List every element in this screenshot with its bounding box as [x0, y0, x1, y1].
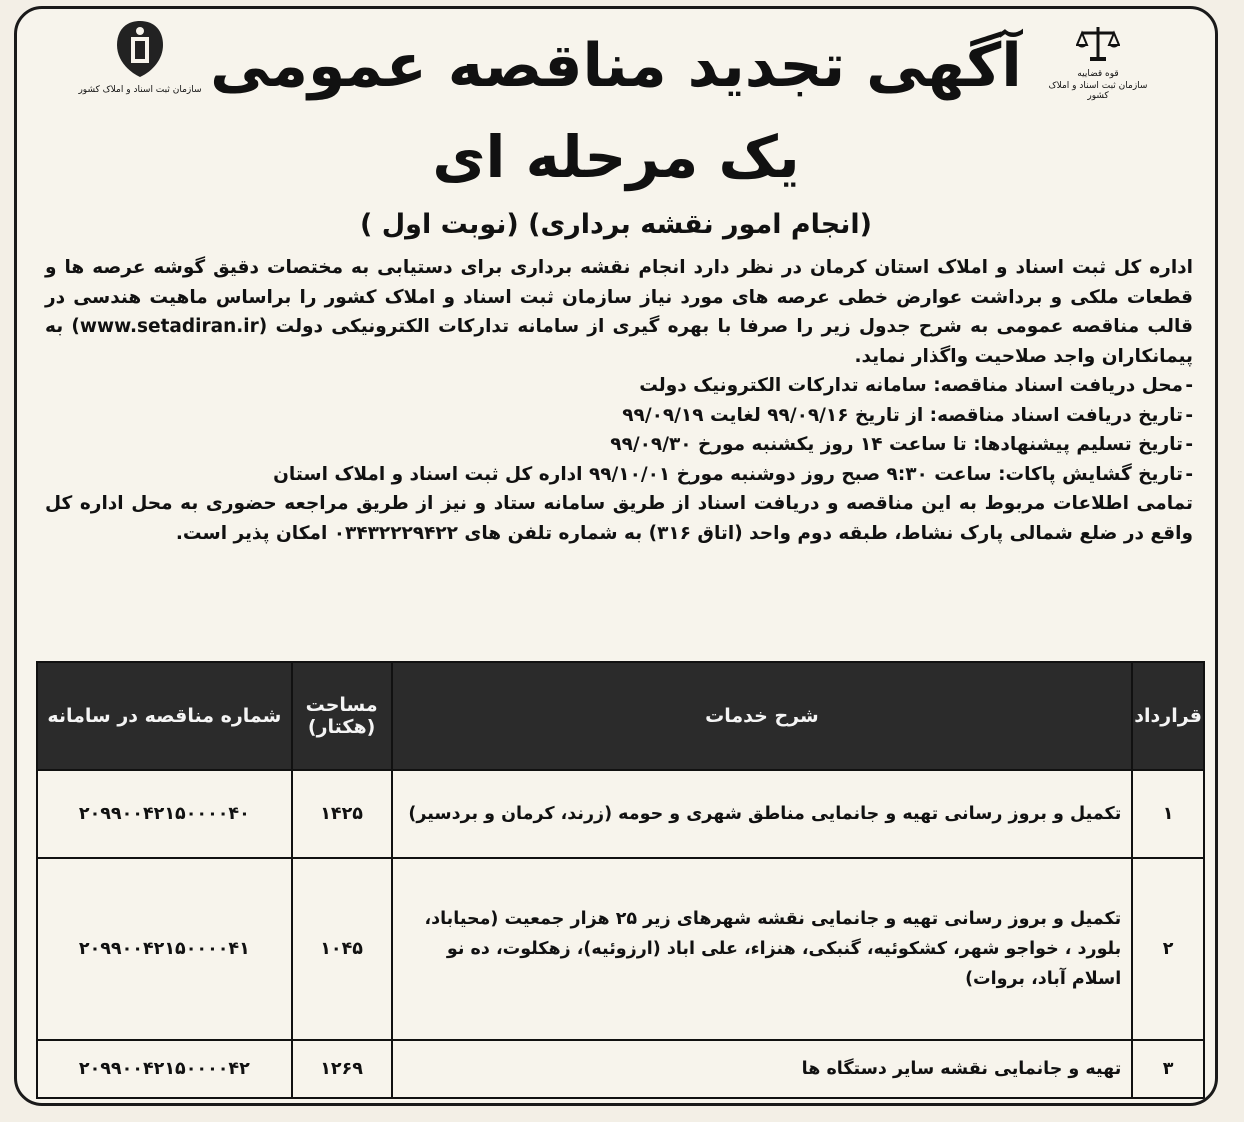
cell-area: ۱۰۴۵ — [292, 858, 392, 1040]
header-tender-number: شماره مناقصه در سامانه — [37, 662, 292, 770]
page-title: آگهی تجدید مناقصه عمومی — [210, 31, 1022, 101]
detail-label: تاریخ گشایش پاکات: — [998, 463, 1183, 485]
detail-item: -تاریخ دریافت اسناد مناقصه: از تاریخ ۹۹/۰۹/۱۶ لغایت ۹۹/۰۹/۱۹ — [622, 404, 1193, 426]
footer-paragraph: تمامی اطلاعات مربوط به این مناقصه و دریافت اسناد از طریق سامانه ستاد و نیز از طریق مراجعه حضوری به محل اداره کل واقع در ضلع شمالی پارک نشاط، طبقه دوم واحد (اتاق ۳۱۶) به شماره تلفن های ۰۳۴۳۲۲۲۹۴۲۲ امکان پذیر است. — [45, 493, 1193, 544]
table-row — [37, 770, 1204, 858]
detail-label: تاریخ دریافت اسناد مناقصه: — [929, 404, 1183, 426]
cell-services: تکمیل و بروز رسانی تهیه و جانمایی مناطق شهری و حومه (زرند، کرمان و بردسیر) — [392, 770, 1133, 858]
cell-tender-number: ۲۰۹۹۰۰۴۲۱۵۰۰۰۰۴۰ — [37, 770, 292, 858]
logo-caption: سازمان ثبت اسناد و املاک کشور — [78, 85, 202, 95]
page-title-line2: یک مرحله ای — [432, 123, 800, 191]
cell-tender-number: ۲۰۹۹۰۰۴۲۱۵۰۰۰۰۴۱ — [37, 858, 292, 1040]
header-contract: قرارداد — [1132, 662, 1204, 770]
detail-item: -محل دریافت اسناد مناقصه: سامانه تدارکات الکترونیک دولت — [639, 375, 1193, 396]
cell-services: تهیه و جانمایی نقشه سایر دستگاه ها — [392, 1040, 1133, 1098]
intro-paragraph: اداره کل ثبت اسناد و املاک استان کرمان در نظر دارد انجام نقشه برداری برای دستیابی به مختصات دقیق گوشه عرصه ها و قطعات ملکی و برداشت عوارض خطی عرصه های مورد نیاز سازمان ثبت اسناد و املاک کشور را براساس ماهیت هندسی در قالب مناقصه عمومی به شرح جدول زیر را صرفا با بهره گیری از سامانه تدارکات الکترونیکی دولت (www.setadiran.ir) به پیمانکاران واجد صلاحیت واگذار نماید. — [45, 257, 1194, 367]
header-services: شرح خدمات — [392, 662, 1133, 770]
table-row — [37, 1040, 1204, 1098]
logo-caption: قوه قضاییه — [1077, 69, 1119, 79]
detail-value: ساعت ۹:۳۰ صبح روز دوشنبه مورخ ۹۹/۱۰/۰۱ اداره کل ثبت اسناد و املاک استان — [273, 463, 992, 485]
table-row — [37, 858, 1204, 1040]
cell-contract: ۳ — [1132, 1040, 1204, 1098]
cell-area: ۱۴۲۵ — [292, 770, 392, 858]
logo-subcaption: سازمان ثبت اسناد و املاک کشور — [1048, 81, 1148, 101]
detail-value: از تاریخ ۹۹/۰۹/۱۶ لغایت ۹۹/۰۹/۱۹ — [622, 404, 924, 426]
cell-contract: ۱ — [1132, 770, 1204, 858]
page-subtitle: (انجام امور نقشه برداری) (نوبت اول ) — [360, 209, 872, 240]
cell-tender-number: ۲۰۹۹۰۰۴۲۱۵۰۰۰۰۴۲ — [37, 1040, 292, 1098]
detail-item: -تاریخ تسلیم پیشنهادها: تا ساعت ۱۴ روز یکشنبه مورخ ۹۹/۰۹/۳۰ — [610, 434, 1193, 455]
tender-table — [36, 661, 1205, 1099]
header-area: مساحت (هکتار) — [292, 662, 392, 770]
cell-area: ۱۲۶۹ — [292, 1040, 392, 1098]
detail-value: تا ساعت ۱۴ روز یکشنبه مورخ ۹۹/۰۹/۳۰ — [610, 434, 967, 455]
table-header-row — [37, 662, 1204, 770]
tender-notice — [14, 6, 1218, 1106]
detail-value: سامانه تدارکات الکترونیک دولت — [639, 375, 927, 396]
cell-contract: ۲ — [1132, 858, 1204, 1040]
notice-body — [45, 253, 1193, 548]
detail-label: تاریخ تسلیم پیشنهادها: — [973, 434, 1183, 455]
cell-services: تکمیل و بروز رسانی تهیه و جانمایی نقشه شهرهای زیر ۲۵ هزار جمعیت (محیاباد، بلورد ، خواجو شهر، کشکوئیه، گنبکی، هنزاء، علی اباد (ارزوئیه)، زهکلوت، ده نو اسلام آباد، بروات) — [392, 858, 1133, 1040]
detail-item: -تاریخ گشایش پاکات: ساعت ۹:۳۰ صبح روز دوشنبه مورخ ۹۹/۱۰/۰۱ اداره کل ثبت اسناد و املاک استان — [273, 463, 1193, 485]
detail-label: محل دریافت اسناد مناقصه: — [933, 375, 1183, 396]
details-list — [45, 371, 1193, 489]
